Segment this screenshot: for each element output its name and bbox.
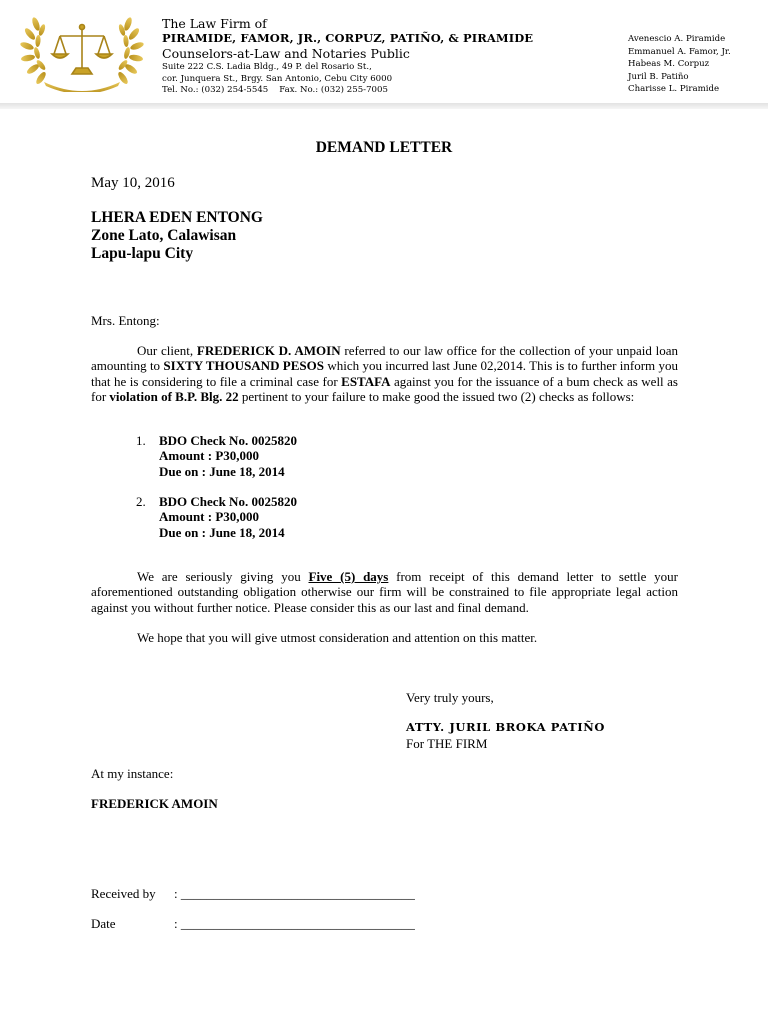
attorney-name: ATTY. JURIL BROKA PATIÑO: [406, 720, 605, 734]
list-number: 1.: [136, 433, 146, 448]
violation: violation of B.P. Blg. 22: [109, 388, 239, 404]
date-label: Date: [91, 916, 116, 931]
date-row: [91, 916, 415, 932]
p2-text: from receipt of this demand letter to settle your aforementioned outstanding obligation otherwise our firm will be constrained to file appropriate legal action against you without further notice. Please consider this as our last and final demand.: [91, 569, 678, 615]
for-firm: For THE FIRM: [406, 735, 488, 751]
check-number: BDO Check No. 0025820: [159, 433, 297, 448]
list-number: 2.: [136, 494, 146, 509]
paragraph-1: [91, 343, 678, 404]
check-amount: Amount : P30,000: [159, 509, 260, 525]
check-item-2: [136, 494, 297, 540]
letter-title: DEMAND LETTER: [315, 139, 453, 156]
check-due: Due on : June 18, 2014: [159, 463, 285, 479]
p1-text: pertinent to your failure to make good the issued two (2) checks as follows:: [238, 388, 635, 404]
p1-text: Our client,: [137, 343, 197, 358]
firm-logo: [14, 10, 150, 92]
recipient-name: LHERA EDEN ENTONG: [91, 209, 263, 226]
p2-text: We are seriously giving you: [137, 569, 309, 584]
firm-address-line2: cor. Junquera St., Brgy. San Antonio, Cebu City 6000: [162, 73, 393, 84]
check-number: BDO Check No. 0025820: [159, 494, 297, 509]
firm-header: [162, 16, 533, 97]
recipient-address: [91, 209, 263, 263]
client-signatory: FREDERICK AMOIN: [91, 796, 218, 811]
partner-name: Charisse L. Piramide: [628, 84, 720, 94]
firm-name: PIRAMIDE, FAMOR, JR., CORPUZ, PATIÑO, & PIRAMIDE: [162, 31, 534, 45]
firm-contact: Tel. No.: (032) 254-5545 Fax. No.: (032) 255-7005: [162, 85, 388, 95]
date-line[interactable]: : ____________________________________: [174, 916, 415, 931]
recipient-city: Lapu-lapu City: [91, 245, 194, 262]
check-amount: Amount : P30,000: [159, 448, 260, 464]
check-due: Due on : June 18, 2014: [159, 524, 285, 540]
check-item-1: [136, 433, 297, 479]
firm-tagline: Counselors-at-Law and Notaries Public: [162, 46, 410, 61]
letter-date: May 10, 2016: [91, 175, 175, 191]
loan-amount: SIXTY THOUSAND PESOS: [163, 358, 324, 374]
p3-text: We hope that you will give utmost consideration and attention on this matter.: [137, 630, 538, 645]
received-by-row: [91, 886, 415, 902]
scales-of-justice-icon: [52, 25, 112, 75]
signature-block: [406, 720, 605, 751]
instance-label: At my instance:: [91, 766, 174, 781]
firm-address-line1: Suite 222 C.S. Ladia Bldg., 49 P. del Rosario St.,: [162, 62, 372, 72]
recipient-street: Zone Lato, Calawisan: [91, 227, 237, 244]
received-by-line[interactable]: : ____________________________________: [174, 886, 415, 901]
p1-text: against you for the issuance of a bum check as well as for: [91, 373, 678, 404]
received-by-label: Received by: [91, 886, 156, 901]
paragraph-2: [91, 569, 678, 615]
header-divider: [0, 103, 768, 109]
partner-name: Avenescio A. Piramide: [628, 34, 726, 44]
salutation: Mrs. Entong:: [91, 313, 160, 328]
partner-name: Emmanuel A. Famor, Jr.: [628, 46, 731, 57]
p1-text: referred to our law office for the collection of your unpaid loan amounting to: [91, 343, 678, 374]
deadline-days: Five (5) days: [308, 569, 389, 584]
case-type: ESTAFA: [341, 373, 391, 389]
partners-list: [628, 33, 731, 96]
paragraph-3: [91, 630, 678, 645]
client-name: FREDERICK D. AMOIN: [196, 343, 341, 358]
partner-name: Juril B. Patiño: [628, 71, 689, 82]
closing: Very truly yours,: [406, 690, 494, 705]
firm-intro: The Law Firm of: [162, 16, 267, 31]
partner-name: Habeas M. Corpuz: [628, 59, 710, 69]
p1-text: which you incurred last June 02,2014. This is to further inform you that he is considering to file a criminal case for: [91, 358, 679, 389]
